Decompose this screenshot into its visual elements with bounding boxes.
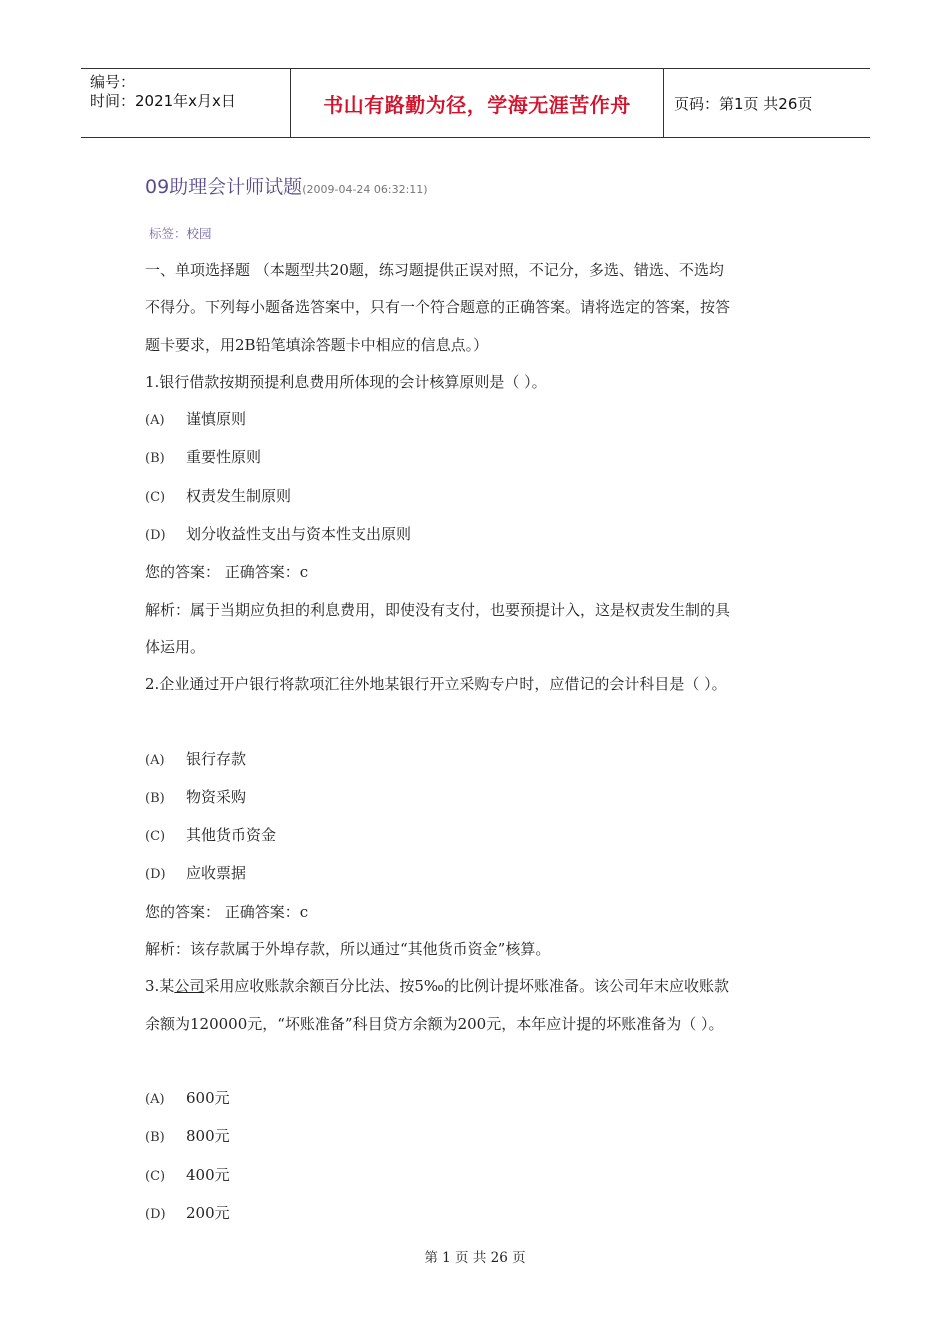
tags-label: 标签：	[149, 226, 187, 241]
option-label: (C)	[145, 489, 166, 505]
question-2-analysis: 解析：该存款属于外埠存款，所以通过“其他货币资金”核算。	[145, 940, 551, 959]
option-label: (D)	[145, 867, 166, 883]
option-label: (D)	[145, 1206, 166, 1222]
option-text: 谨慎原则	[186, 410, 247, 429]
question-1-option	[145, 401, 815, 439]
option-text: 银行存款	[186, 749, 247, 768]
question-3-stem	[145, 968, 815, 1005]
article-title[interactable]: 09助理会计师试题	[145, 176, 303, 198]
question-3-stem-line2: 余额为120000元，“坏账准备”科目贷方余额为200元，本年应计提的坏账准备为（ ）。	[145, 1014, 724, 1033]
question-1-answer: 您的答案： 正确答案：c	[145, 563, 309, 582]
option-text: 权责发生制原则	[186, 486, 292, 505]
question-3-option	[145, 1080, 815, 1118]
document-body	[145, 172, 815, 1233]
option-label: (D)	[145, 528, 166, 544]
intro-line: 一、单项选择题 （本题型共20题，练习题提供正误对照，不记分，多选、错选、不选均	[145, 261, 724, 279]
option-text: 划分收益性支出与资本性支出原则	[186, 525, 412, 544]
option-text: 200元	[186, 1203, 230, 1222]
question-1-stem: 1.银行借款按期预提利息费用所体现的会计核算原则是（ ）。	[145, 372, 547, 391]
option-label: (A)	[145, 413, 165, 429]
option-label: (B)	[145, 451, 165, 467]
option-text: 物资采购	[186, 787, 247, 806]
header-page-info: 页码：第1页 共26页	[674, 94, 813, 113]
page-footer: 第 1 页 共 26 页	[424, 1250, 526, 1266]
number-label: 编号：	[90, 73, 136, 91]
question-2-option	[145, 817, 815, 855]
question-3-option	[145, 1118, 815, 1156]
intro-line: 题卡要求，用2B铅笔填涂答题卡中相应的信息点。）	[145, 335, 489, 354]
question-1-option	[145, 478, 815, 516]
header-motto: 书山有路勤为径，学海无涯苦作舟	[290, 69, 664, 137]
option-label: (A)	[145, 752, 165, 768]
option-text: 其他货币资金	[186, 826, 277, 845]
time-label: 时间：2021年x月x日	[90, 92, 236, 110]
spacer	[145, 704, 815, 741]
question-1-option	[145, 516, 815, 554]
intro-line: 不得分。下列每小题备选答案中，只有一个符合题意的正确答案。请将选定的答案，按答	[145, 298, 731, 317]
stem-suffix: 采用应收账款余额百分比法、按5‰的比例计提坏账准备。该公司年末应收账款	[204, 977, 730, 996]
spacer	[145, 1043, 815, 1080]
question-2-answer: 您的答案： 正确答案：c	[145, 902, 309, 921]
option-text: 800元	[186, 1127, 230, 1146]
option-text: 600元	[186, 1088, 230, 1107]
option-label: (B)	[145, 790, 165, 806]
question-2-option	[145, 779, 815, 817]
option-text: 400元	[186, 1165, 230, 1184]
option-label: (C)	[145, 1168, 166, 1184]
question-2-stem: 2.企业通过开户银行将款项汇往外地某银行开立采购专户时，应借记的会计科目是（ ）。	[145, 675, 727, 694]
stem-prefix: 3.某	[145, 977, 175, 996]
question-1-option	[145, 439, 815, 477]
article-title-line	[145, 172, 815, 206]
option-label: (C)	[145, 829, 166, 845]
tag-link[interactable]: 校园	[186, 226, 212, 241]
question-2-option	[145, 855, 815, 893]
question-1-analysis: 解析：属于当期应负担的利息费用，即使没有支付，也要预提计入，这是权责发生制的具	[145, 600, 731, 619]
option-label: (A)	[145, 1091, 165, 1107]
option-text: 应收票据	[186, 864, 247, 883]
option-label: (B)	[145, 1130, 165, 1146]
page-header	[81, 68, 870, 138]
question-1-analysis: 体运用。	[145, 637, 206, 656]
company-link[interactable]: 公司	[174, 977, 205, 996]
question-3-option	[145, 1157, 815, 1195]
article-tags	[149, 224, 815, 242]
option-text: 重要性原则	[186, 448, 262, 467]
question-2-option	[145, 741, 815, 779]
question-3-option	[145, 1195, 815, 1233]
article-date: (2009-04-24 06:32:11)	[302, 183, 428, 196]
header-meta	[81, 69, 290, 137]
